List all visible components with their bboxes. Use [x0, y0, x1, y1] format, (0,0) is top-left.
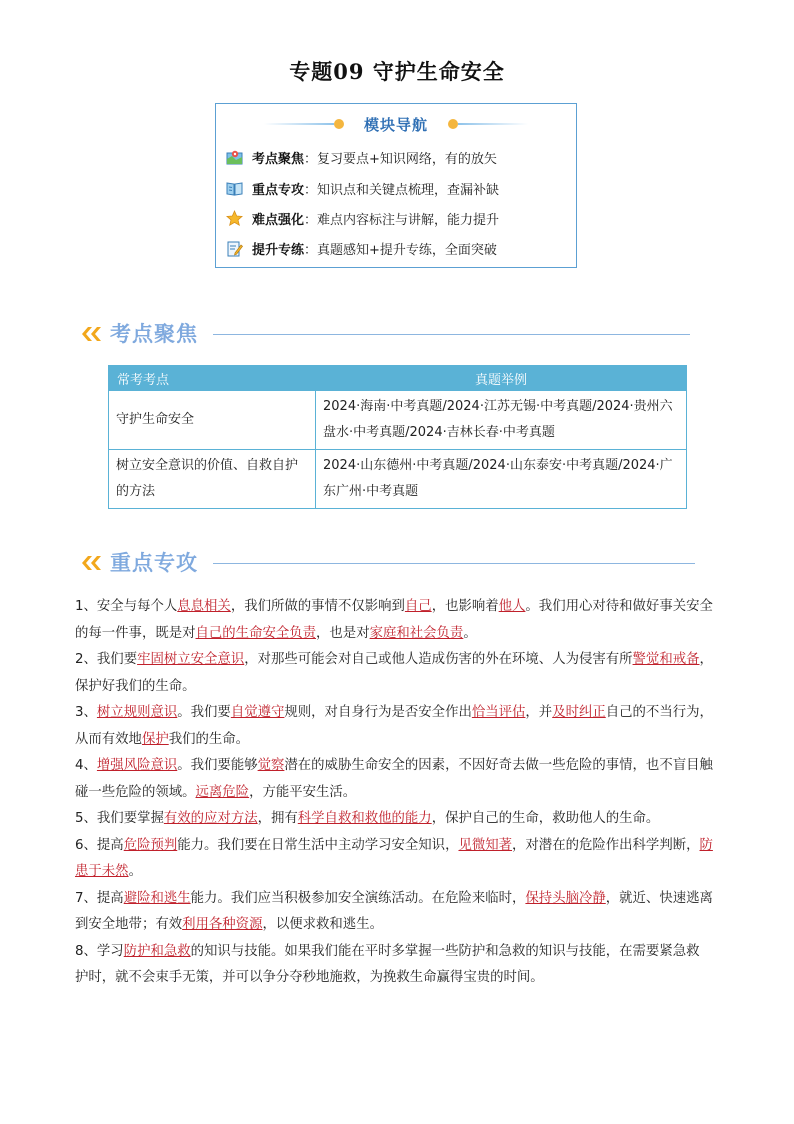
nav-row-focus [226, 146, 497, 168]
highlighted-term: 增强风险意识 [96, 758, 178, 773]
nav-row-value: ：难点内容标注与讲解，能力提升 [304, 212, 500, 228]
nav-row-value: ：真题感知+提升专练，全面突破 [304, 242, 497, 258]
point-text: 的知识与技能。如果我们能在平时多掌握一些防护和急救的知识与技能，在需要紧急救 [190, 943, 700, 959]
point-text: 潜在的威胁生命安全的因素，不因好奇去做一些危险的事情，也不盲目触碰一些危险的领域。 [75, 758, 713, 800]
point-text: 规则，对自身行为是否安全作出 [284, 705, 472, 720]
key-point [75, 965, 721, 992]
section-header-focus [80, 319, 700, 349]
point-text: ，以便求救和逃生。 [262, 917, 383, 932]
table-cell: 守护生命安全 [109, 391, 316, 450]
nav-heading-text: 模块导航 [363, 116, 428, 134]
point-text: 2、我们要 [75, 652, 138, 667]
point-text: 8、学习 [75, 943, 124, 959]
nav-row-key: 提升专练 [252, 242, 305, 258]
point-text: ，也是对 [316, 625, 370, 641]
nav-row-key-points [226, 177, 499, 199]
point-text: 自己的不当行为，从而有效地 [75, 705, 713, 747]
nav-row-value: ：复习要点+知识网络，有的放矢 [304, 151, 497, 167]
key-point [75, 886, 721, 939]
section-header-key-points [80, 548, 700, 578]
key-point [75, 700, 721, 753]
point-text: ，也影响着 [431, 599, 499, 614]
page-title: 专题09 守护生命安全 [289, 59, 505, 84]
point-text: 。我们要能够 [177, 758, 258, 773]
key-point [75, 647, 721, 700]
point-text: 1、安全与每个人 [75, 599, 178, 614]
point-text: 7、提高 [75, 890, 124, 906]
point-text: 能力。我们要在日常生活中主动学习安全知识， [177, 837, 459, 853]
double-chevron-icon [80, 324, 104, 344]
key-point [75, 753, 721, 806]
highlighted-term: 保持头脑冷静 [525, 890, 606, 906]
point-text: ，保护好我们的生命。 [75, 652, 713, 694]
edit-icon [226, 240, 243, 257]
table-cell: 树立安全意识的价值、自救自护的方法 [109, 450, 316, 509]
key-point [75, 594, 721, 647]
point-text: 。我们要 [177, 705, 231, 720]
highlighted-term: 自己的生命安全负责 [195, 625, 317, 641]
point-text: 4、 [75, 758, 97, 773]
highlighted-term: 远离危险 [195, 784, 250, 800]
point-text: 。 [128, 864, 142, 879]
exam-table [108, 365, 687, 509]
highlighted-term: 及时纠正 [552, 705, 606, 720]
heading-line-right [458, 123, 528, 125]
table-row [109, 450, 687, 509]
table-cell: 2024·海南·中考真题/2024·江苏无锡·中考真题/2024·贵州六盘水·中考真题/2024·吉林长春·中考真题 [316, 391, 687, 450]
section-rule [213, 334, 690, 335]
point-text: ，对那些可能会对自己或他人造成伤害的外在环境、人为侵害有所 [244, 652, 633, 667]
highlighted-term: 他人 [498, 599, 526, 614]
highlighted-term: 危险预判 [123, 837, 178, 853]
section-title: 重点专攻 [110, 551, 198, 575]
section-rule [213, 563, 695, 564]
highlighted-term: 避险和逃生 [123, 890, 191, 906]
highlighted-term: 见微知著 [458, 837, 513, 853]
highlighted-term: 防护和急救 [123, 943, 191, 959]
key-point [75, 833, 721, 886]
star-icon [226, 210, 243, 227]
highlighted-term: 恰当评估 [471, 705, 526, 720]
map-icon [226, 149, 243, 166]
section-title: 考点聚焦 [110, 322, 198, 346]
point-text: 。 [463, 625, 477, 641]
highlighted-term: 自己 [404, 599, 432, 614]
highlighted-term: 树立规则意识 [96, 705, 178, 720]
point-text: ，拥有 [257, 811, 298, 826]
highlighted-term: 警觉和戒备 [632, 652, 700, 667]
point-text: ，保护自己的生命，救助他人的生命。 [431, 811, 660, 826]
table-row [109, 391, 687, 450]
heading-dot-right [448, 119, 458, 129]
key-points-list [75, 594, 721, 992]
nav-heading [216, 114, 576, 134]
highlighted-term: 防患于未然 [75, 837, 713, 879]
highlighted-term: 牢固树立安全意识 [137, 652, 245, 667]
heading-dot-left [334, 119, 344, 129]
heading-line-left [264, 123, 334, 125]
point-text: 护时，就不会束手无策，并可以争分夺秒地施救，为挽救生命赢得宝贵的时间。 [75, 970, 544, 985]
point-text: ，我们所做的事情不仅影响到 [230, 599, 405, 614]
nav-row-key: 考点聚焦 [252, 151, 305, 167]
nav-row-key: 难点强化 [252, 212, 305, 228]
key-point [75, 939, 721, 966]
table-header-cell: 真题举例 [316, 366, 687, 391]
table-header-row [109, 366, 687, 391]
double-chevron-icon [80, 553, 104, 573]
table-cell: 2024·山东德州·中考真题/2024·山东泰安·中考真题/2024·广东广州·中考真题 [316, 450, 687, 509]
point-text: 6、提高 [75, 837, 124, 853]
book-icon [226, 180, 243, 197]
highlighted-term: 科学自救和救他的能力 [297, 811, 432, 826]
table-header-cell: 常考考点 [109, 366, 316, 391]
point-text: 5、我们要掌握 [75, 811, 164, 826]
point-text: 3、 [75, 705, 97, 720]
point-text: 我们的生命。 [168, 731, 250, 747]
key-point [75, 806, 721, 833]
point-text: 。我们用心对待和做好事关安全的每一件事，既是对 [75, 599, 713, 641]
point-text: ，方能平安生活。 [249, 784, 357, 800]
nav-row-difficult [226, 207, 499, 229]
highlighted-term: 家庭和社会负责 [369, 625, 464, 641]
nav-row-practice [226, 237, 497, 259]
highlighted-term: 保护 [141, 731, 169, 747]
nav-row-value: ：知识点和关键点梳理，查漏补缺 [304, 182, 500, 198]
highlighted-term: 息息相关 [177, 599, 231, 614]
highlighted-term: 觉察 [257, 758, 285, 773]
point-text: 能力。我们应当积极参加安全演练活动。在危险来临时， [190, 890, 526, 906]
point-text: ，并 [525, 705, 553, 720]
nav-row-key: 重点专攻 [252, 182, 305, 198]
point-text: ，对潜在的危险作出科学判断， [512, 837, 700, 853]
highlighted-term: 有效的应对方法 [163, 811, 258, 826]
point-text: ，就近、快速逃离到安全地带；有效 [75, 890, 713, 932]
module-navigation-box [215, 103, 577, 268]
highlighted-term: 利用各种资源 [182, 917, 263, 932]
highlighted-term: 自觉遵守 [230, 705, 285, 720]
